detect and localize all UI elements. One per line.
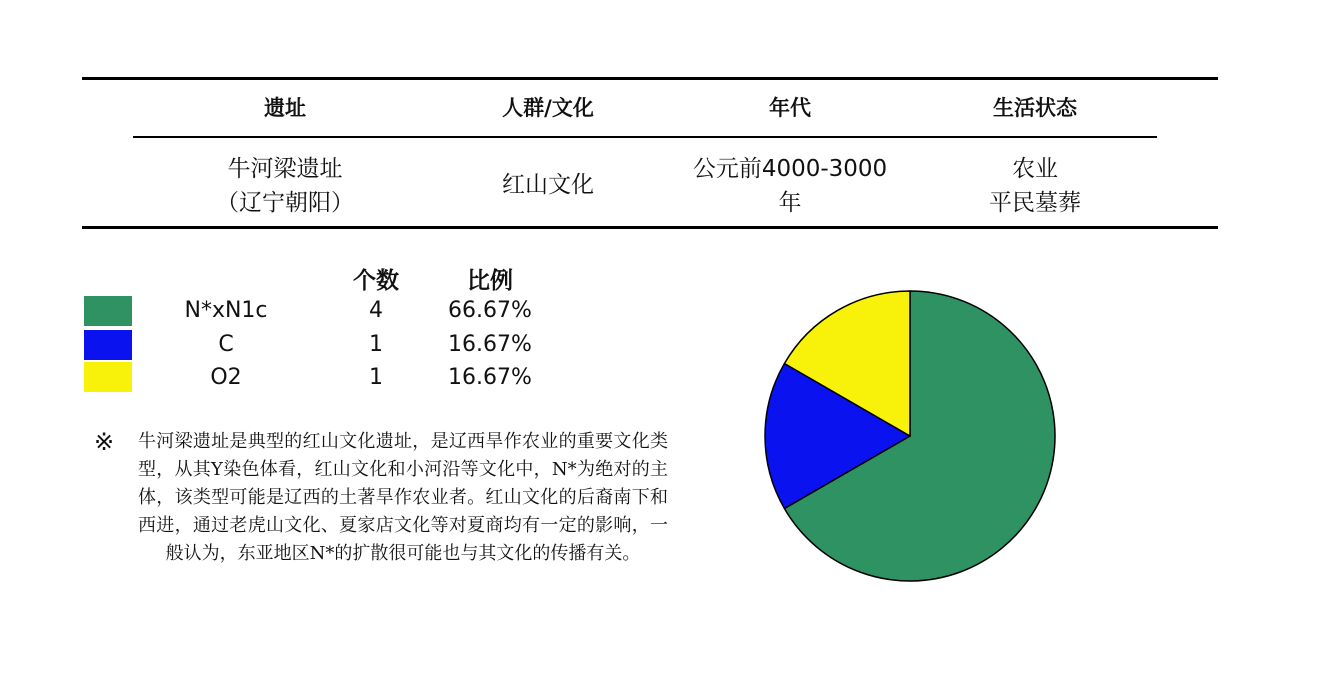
legend-count: 1 [369,365,383,390]
cell-period [660,152,920,220]
legend-count: 1 [369,332,383,357]
cell-culture: 红山文化 [502,172,594,198]
legend-swatch-o2 [84,362,132,392]
legend-swatch-c [84,330,132,360]
legend-ratio-header: 比例 [467,268,513,294]
cell-site [155,152,415,220]
life-line-1: 农业 [1012,156,1058,182]
site-location: （辽宁朝阳） [216,190,354,216]
header-life: 生活状态 [993,95,1077,120]
header-culture: 人群/文化 [502,95,594,120]
site-name: 牛河梁遗址 [227,156,343,182]
cell-life [905,152,1165,220]
pie-chart [760,286,1060,586]
period-line-1: 公元前4000-3000 [692,156,888,182]
legend-swatch-nxn1c [84,296,132,326]
period-line-2: 年 [778,190,802,216]
legend-name: O2 [210,365,242,390]
legend-ratio: 16.67% [448,365,532,390]
header-site: 遗址 [264,95,306,120]
legend-ratio: 66.67% [448,298,532,323]
legend-ratio: 16.67% [448,332,532,357]
table-top-rule [82,77,1218,80]
table-bottom-rule [82,226,1218,229]
table-header-rule [133,136,1157,138]
note-reference-mark: ※ [94,428,115,456]
legend-count: 4 [369,298,383,323]
legend-name: C [218,332,234,357]
legend-count-header: 个数 [353,268,399,294]
legend-name: N*xN1c [184,298,268,323]
note-text: 牛河梁遗址是典型的红山文化遗址，是辽西旱作农业的重要文化类型，从其Y染色体看，红山文化和小河沿等文化中，N*为绝对的主体，该类型可能是辽西的土著旱作农业者。红山文化的后裔南下和西进，通过老虎山文化、夏家店文化等对夏商均有一定的影响，一般认为，东亚地区N*的扩散很可能也与其文化的传播有关。 [138,431,668,564]
life-line-2: 平民墓葬 [989,190,1081,216]
header-period: 年代 [769,95,811,120]
